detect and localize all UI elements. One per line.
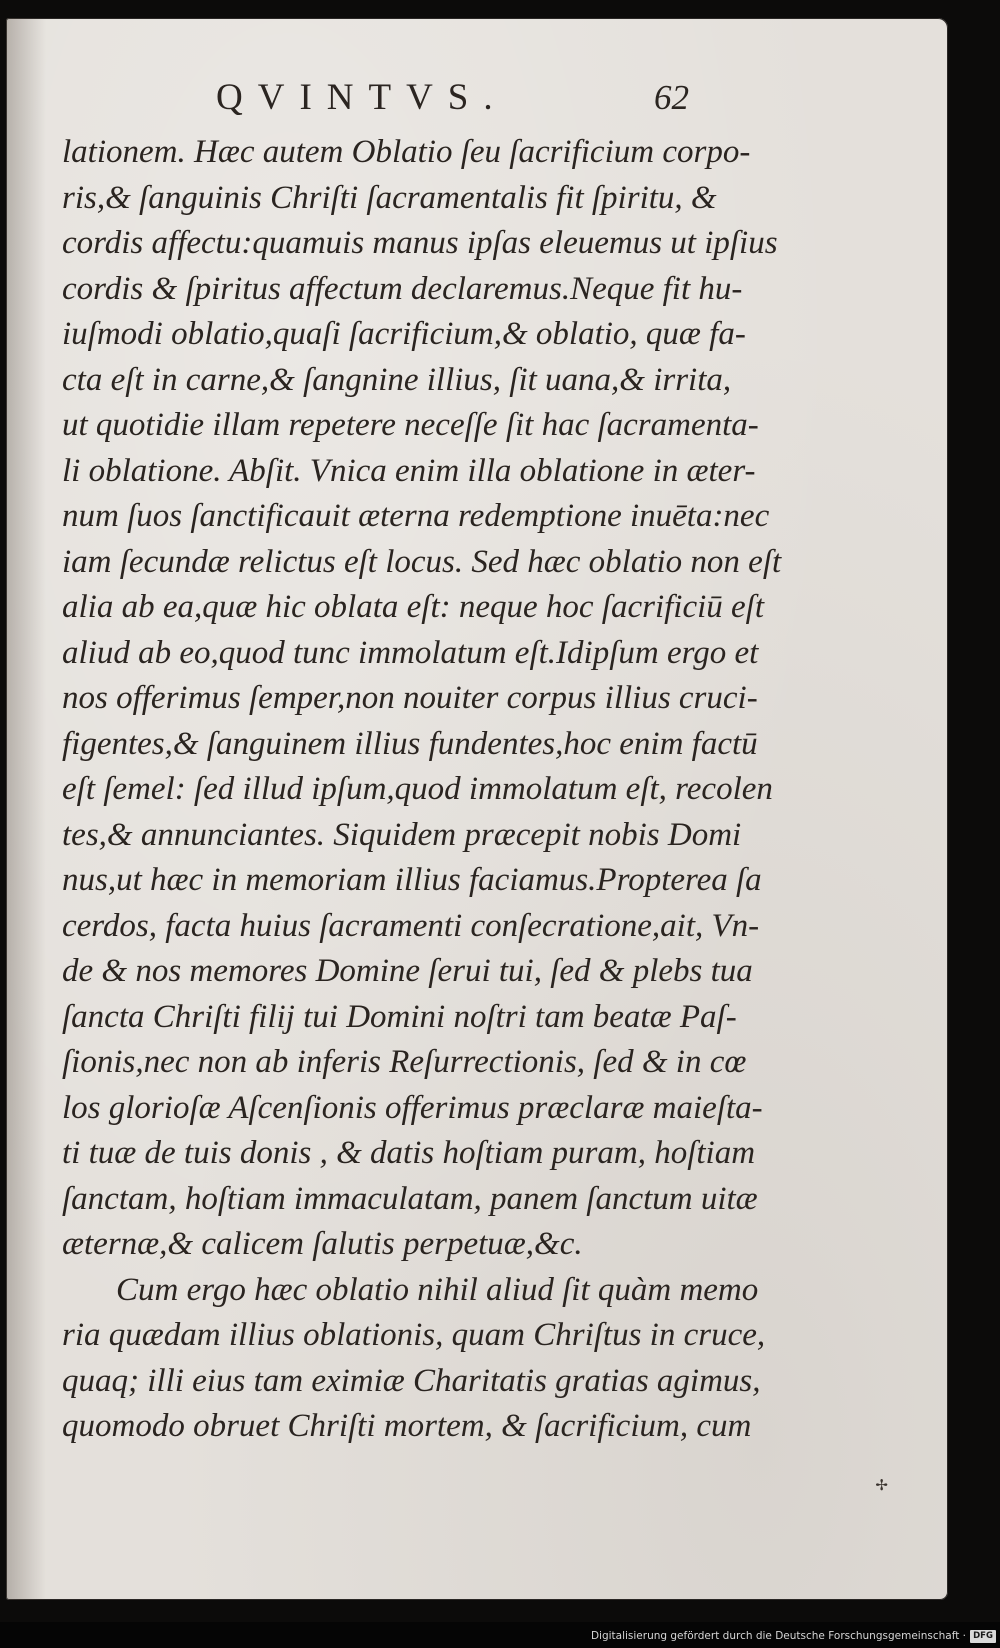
dfg-logo: DFG: [970, 1630, 996, 1643]
text-line: ut quotidie illam repetere neceſſe ſit hac ſacramenta-: [62, 407, 759, 443]
text-line: figentes,& ſanguinem illius fundentes,hoc enim factū: [62, 725, 758, 762]
text-line: quaq; illi eius tam eximiæ Charitatis gratias agimus,: [62, 1362, 761, 1399]
text-line: ris,& ſanguinis Chriſti ſacramentalis fit ſpiritu, &: [62, 179, 717, 216]
text-line: ſionis,nec non ab inferis Reſurrectionis, ſed & in cœ: [62, 1044, 747, 1080]
text-line: cordis & ſpiritus affectum declaremus.Neque fit hu-: [62, 270, 743, 307]
text-line: li oblatione. Abſit. Vnica enim illa oblatione in æter-: [62, 452, 756, 489]
text-line: alia ab ea,quæ hic oblata eſt: neque hoc ſacrificiū eſt: [62, 589, 765, 625]
text-line: nus,ut hæc in memoriam illius faciamus.Propterea ſa: [62, 862, 762, 898]
text-line: ſanctam, hoſtiam immaculatam, panem ſanctum uitæ: [62, 1180, 758, 1217]
body-text: [62, 130, 792, 1450]
text-line: iuſmodi oblatio,quaſi ſacrificium,& oblatio, quæ fa-: [62, 316, 746, 352]
page-header: [6, 76, 948, 132]
running-head: QVINTVS.: [216, 77, 508, 118]
text-line: nos offerimus ſemper,non nouiter corpus illius cruci-: [62, 680, 758, 716]
text-line: cordis affectu:quamuis manus ipſas eleuemus ut ipſius: [62, 225, 778, 261]
text-line: æternæ,& calicem ſalutis perpetuæ,&c.: [62, 1226, 583, 1262]
text-line: eſt ſemel: ſed illud ipſum,quod immolatum eſt, recolen: [62, 771, 773, 807]
text-line: tes,& annunciantes. Siquidem præcepit nobis Domi: [62, 816, 742, 853]
text-line: num ſuos ſanctificauit æterna redemptione inuēta:nec: [62, 498, 770, 534]
text-line: los glorioſæ Aſcenſionis offerimus præclaræ maieſta-: [62, 1089, 763, 1126]
book-page: [6, 18, 948, 1600]
text-line: ti tuæ de tuis donis , & datis hoſtiam puram, hoſtiam: [62, 1135, 756, 1171]
text-line: cta eſt in carne,& ſangnine illius, ſit uana,& irrita,: [62, 361, 732, 398]
text-line: ria quædam illius oblationis, quam Chriſtus in cruce,: [62, 1317, 766, 1353]
page-gutter-shadow: [6, 18, 46, 1600]
text-line: iam ſecundæ relictus eſt locus. Sed hæc oblatio non eſt: [62, 543, 782, 580]
text-line: de & nos memores Domine ſerui tui, ſed & plebs tua: [62, 953, 753, 989]
text-line: aliud ab eo,quod tunc immolatum eſt.Idipſum ergo et: [62, 634, 759, 671]
text-line: lationem. Hæc autem Oblatio ſeu ſacrificium corpo-: [62, 134, 751, 170]
paragraph-start-line: Cum ergo hæc oblatio nihil aliud ſit quàm memo: [116, 1271, 759, 1308]
text-line: quomodo obruet Chriſti mortem, & ſacrificium, cum: [62, 1408, 752, 1444]
digitization-footer: [0, 1622, 1000, 1648]
text-line: ſancta Chriſti filij tui Domini noſtri tam beatæ Paſ-: [62, 998, 737, 1035]
footer-credit: Digitalisierung gefördert durch die Deutsche Forschungsgemeinschaft ·: [590, 1630, 966, 1642]
text-line: cerdos, facta huius ſacramenti conſecratione,ait, Vn-: [62, 907, 760, 944]
ink-mark: ✢: [875, 1476, 888, 1494]
page-number: 62: [654, 78, 689, 117]
